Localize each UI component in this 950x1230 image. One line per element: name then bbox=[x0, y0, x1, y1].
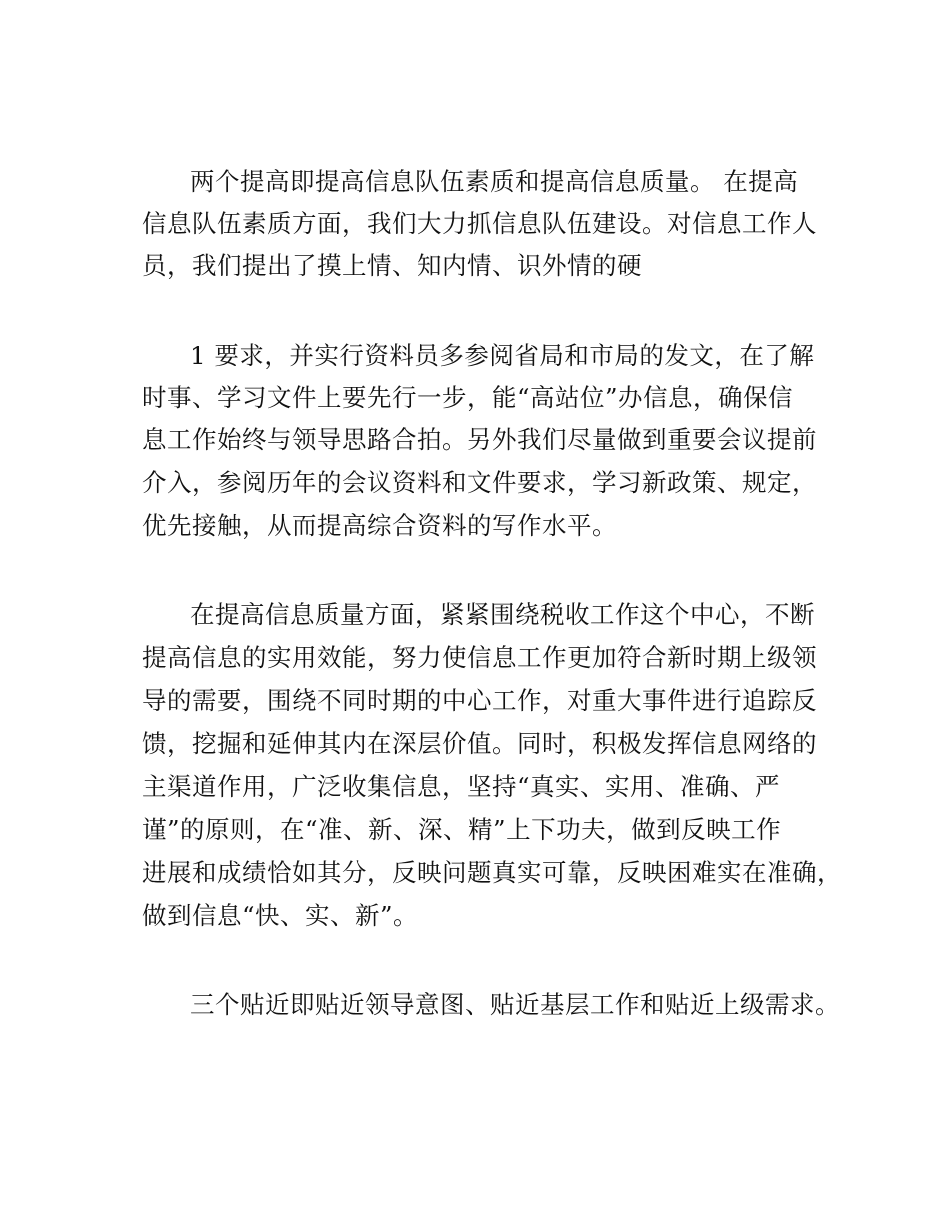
paragraph-line: 时事、学习文件上要先行一步，能“高站位”办信息，确保信 bbox=[142, 383, 794, 412]
paragraph-line: 进展和成绩恰如其分，反映问题真实可靠，反映困难实在准确， bbox=[142, 858, 842, 887]
paragraph-line: 馈，挖掘和延伸其内在深层价值。同时，积极发挥信息网络的 bbox=[142, 729, 817, 758]
paragraph-line: 提高信息的实用效能，努力使信息工作更加符合新时期上级领 bbox=[142, 643, 817, 672]
paragraph-line: 员，我们提出了摸上情、知内情、识外情的硬 bbox=[142, 251, 642, 280]
paragraph-line: 三个贴近即贴近领导意图、贴近基层工作和贴近上级需求。 bbox=[190, 990, 840, 1019]
paragraph-line: 在提高信息质量方面，紧紧围绕税收工作这个中心，不断 bbox=[190, 600, 815, 629]
paragraph-line: 主渠道作用，广泛收集信息，坚持“真实、实用、准确、严 bbox=[142, 772, 781, 801]
paragraph-line: 信息队伍素质方面，我们大力抓信息队伍建设。对信息工作人 bbox=[142, 209, 817, 238]
paragraph-line: 做到信息“快、实、新”。 bbox=[142, 901, 419, 930]
paragraph-line: 导的需要，围绕不同时期的中心工作，对重大事件进行追踪反 bbox=[142, 686, 817, 715]
paragraph-line: 1 要求，并实行资料员多参阅省局和市局的发文，在了解 bbox=[190, 341, 815, 370]
paragraph-line: 息工作始终与领导思路合拍。另外我们尽量做到重要会议提前 bbox=[142, 425, 817, 454]
paragraph-line: 介入，参阅历年的会议资料和文件要求，学习新政策、规定， bbox=[142, 468, 817, 497]
paragraph-line: 优先接触，从而提高综合资料的写作水平。 bbox=[142, 511, 617, 540]
paragraph-line: 两个提高即提高信息队伍素质和提高信息质量。 在提高 bbox=[190, 167, 799, 196]
paragraph-line: 谨”的原则，在“准、新、深、精”上下功夫，做到反映工作 bbox=[142, 815, 782, 844]
